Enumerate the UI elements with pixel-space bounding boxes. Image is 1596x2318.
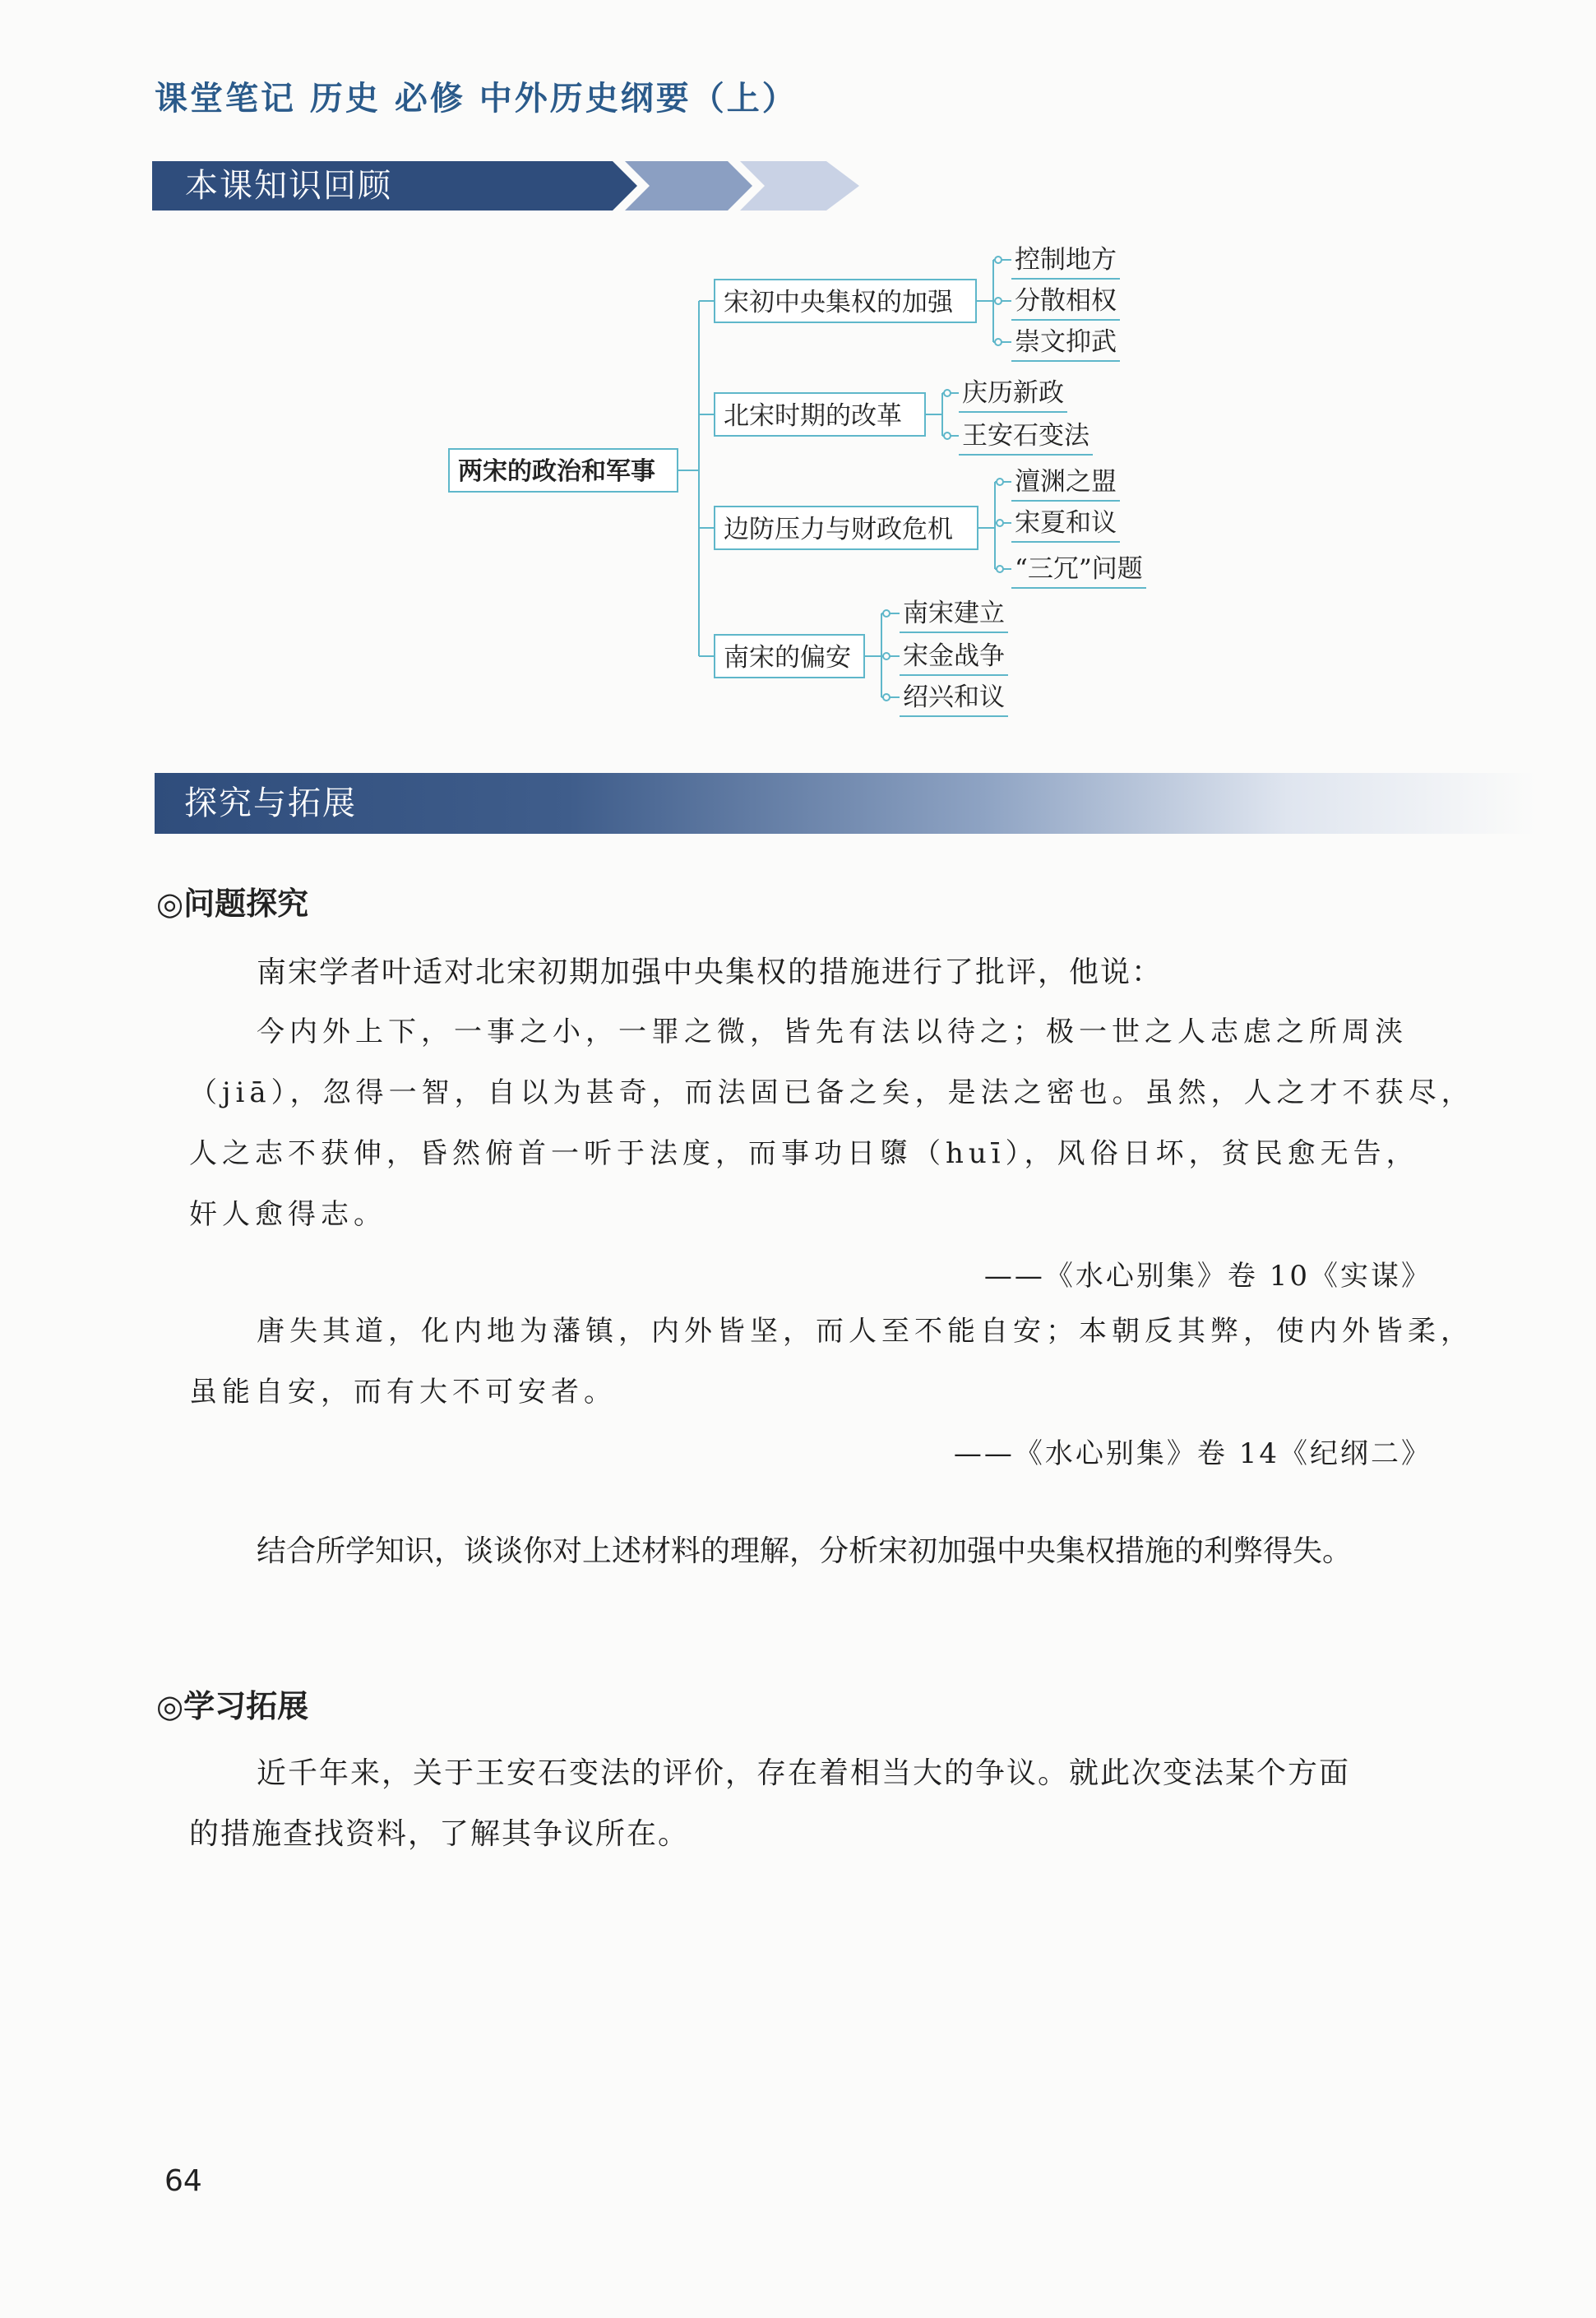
mindmap bbox=[0, 0, 1596, 740]
section-title-review: 本课知识回顾 bbox=[185, 167, 392, 205]
mindmap-leaf: 控制地方 bbox=[1011, 242, 1120, 280]
page-number: 64 bbox=[164, 2164, 202, 2198]
quote-line: 人之志不获伸，昏然俯首一听于法度，而事功日隳（huī），风俗日坏，贫民愈无告， bbox=[189, 1137, 1419, 1170]
mindmap-branch: 北宋时期的改革 bbox=[714, 392, 926, 437]
mindmap-leaf: 澶渊之盟 bbox=[1011, 464, 1120, 502]
quote-line: 奸人愈得志。 bbox=[189, 1198, 386, 1231]
running-header: 课堂笔记 历史 必修 中外历史纲要（上） bbox=[155, 80, 798, 118]
inquiry-intro: 南宋学者叶适对北宋初期加强中央集权的措施进行了批评，他说： bbox=[257, 955, 1163, 989]
quote-line: 今内外上下，一事之小，一罪之微，皆先有法以待之；极一世之人志虑之所周浃 bbox=[257, 1016, 1408, 1048]
quote-line: （jiā），忽得一智，自以为甚奇，而法固已备之矣，是法之密也。虽然，人之才不获尽， bbox=[189, 1076, 1474, 1109]
mindmap-root: 两宋的政治和军事 bbox=[448, 448, 678, 493]
mindmap-branch: 南宋的偏安 bbox=[714, 634, 865, 678]
mindmap-branch: 边防压力与财政危机 bbox=[714, 506, 978, 550]
section-banner-explore bbox=[155, 773, 1536, 834]
mindmap-leaf: “三冗”问题 bbox=[1011, 551, 1146, 589]
extension-line: 的措施查找资料，了解其争议所在。 bbox=[189, 1817, 690, 1851]
section-title-explore: 探究与拓展 bbox=[184, 784, 357, 822]
extension-line: 近千年来，关于王安石变法的评价，存在着相当大的争议。就此次变法某个方面 bbox=[257, 1756, 1351, 1790]
mindmap-leaf: 分散相权 bbox=[1011, 283, 1120, 321]
quote-source-1: ——《水心别集》卷 10《实谋》 bbox=[983, 1260, 1432, 1293]
extension-paragraph bbox=[189, 1743, 1439, 1865]
quote-line: 唐失其道，化内地为藩镇，内外皆坚，而人至不能自安；本朝反其弊，使内外皆柔， bbox=[257, 1315, 1473, 1348]
mindmap-leaf: 南宋建立 bbox=[900, 595, 1008, 633]
mindmap-leaf: 王安石变法 bbox=[959, 418, 1093, 456]
mindmap-connectors bbox=[0, 0, 1596, 740]
mindmap-leaf: 绍兴和议 bbox=[900, 679, 1008, 717]
quote-line: 虽能自安，而有大不可安者。 bbox=[189, 1376, 617, 1409]
quote-block-1 bbox=[189, 1002, 1474, 1245]
mindmap-leaf: 庆历新政 bbox=[959, 375, 1067, 413]
mindmap-leaf: 宋金战争 bbox=[900, 638, 1008, 676]
extension-heading: ◎学习拓展 bbox=[156, 1688, 309, 1724]
inquiry-heading: ◎问题探究 bbox=[156, 886, 309, 922]
quote-block-2 bbox=[189, 1301, 1473, 1423]
quote-source-2: ——《水心别集》卷 14《纪纲二》 bbox=[953, 1437, 1432, 1470]
mindmap-leaf: 宋夏和议 bbox=[1011, 505, 1120, 543]
inquiry-question: 结合所学知识，谈谈你对上述材料的理解，分析宋初加强中央集权措施的利弊得失。 bbox=[257, 1534, 1353, 1568]
mindmap-branch: 宋初中央集权的加强 bbox=[714, 279, 977, 323]
mindmap-leaf: 崇文抑武 bbox=[1011, 324, 1120, 362]
